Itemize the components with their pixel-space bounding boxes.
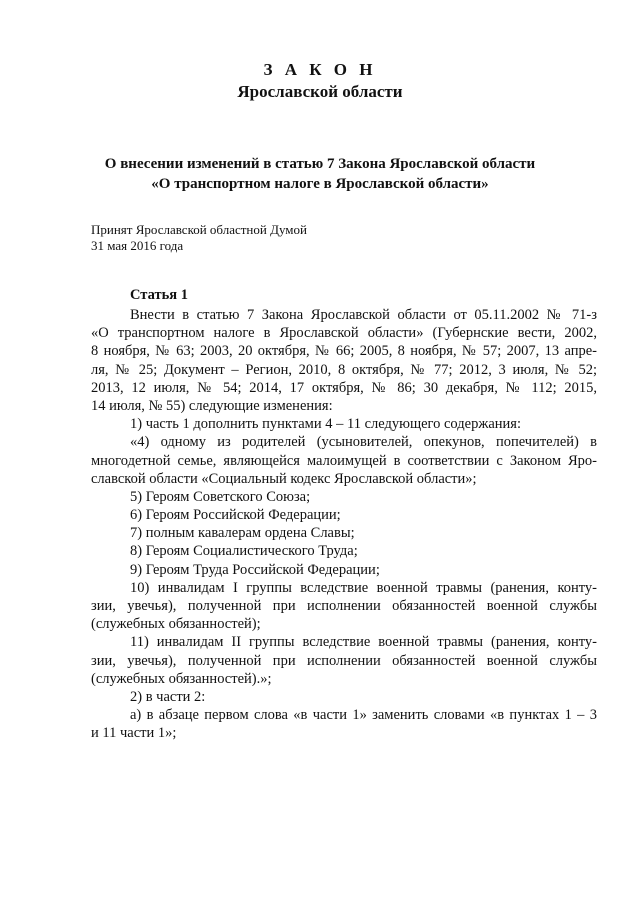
adoption-date: 31 мая 2016 года: [91, 238, 184, 253]
text-line: 7) полным кавалерам ордена Славы;: [130, 525, 355, 542]
subtitle-line-1: О внесении изменений в статью 7 Закона Ярославской области: [104, 156, 536, 172]
text-line: «4) одному из родителей (усыновителей, опекунов, попечителей) в: [130, 434, 597, 451]
text-line: 8) Героям Социалистического Труда;: [130, 543, 358, 560]
text-line: ля, № 25; Документ – Регион, 2010, 8 октября, № 77; 2012, 3 июля, № 52;: [91, 361, 597, 378]
text-line: (служебных обязанностей).»;: [91, 670, 272, 687]
adoption-body: Принят Ярославской областной Думой: [91, 222, 307, 237]
article-body: [91, 306, 597, 743]
adoption-info: [91, 222, 307, 254]
text-line: (служебных обязанностей);: [91, 616, 261, 633]
text-line: и 11 части 1»;: [91, 725, 177, 742]
text-line: 11) инвалидам II группы вследствие военной травмы (ранения, конту-: [130, 634, 597, 651]
text-line: 2) в части 2:: [130, 688, 206, 705]
law-region: Ярославской области: [237, 82, 403, 101]
text-line: 9) Героям Труда Российской Федерации;: [130, 561, 380, 578]
text-line: зии, увечья), полученной при исполнении обязанностей военной службы: [91, 652, 597, 669]
text-line: Внести в статью 7 Закона Ярославской области от 05.11.2002 № 71-з: [130, 307, 597, 323]
article-heading: Статья 1: [130, 287, 188, 303]
text-line: 6) Героям Российской Федерации;: [130, 507, 341, 524]
text-line: 2013, 12 июля, № 54; 2014, 17 октября, № 86; 30 декабря, № 112; 2015,: [91, 379, 597, 396]
text-line: 8 ноября, № 63; 2003, 20 октября, № 66; 2005, 8 ноября, № 57; 2007, 13 апре-: [91, 343, 597, 360]
text-line: а) в абзаце первом слова «в части 1» заменить словами «в пунктах 1 – 3: [130, 707, 597, 724]
text-line: славской области «Социальный кодекс Ярославской области»;: [91, 470, 477, 487]
text-line: 10) инвалидам I группы вследствие военной травмы (ранения, конту-: [130, 579, 597, 596]
text-line: многодетной семье, являющейся малоимущей в соответствии с Законом Яро-: [91, 452, 597, 469]
text-line: «О транспортном налоге в Ярославской области» (Губернские вести, 2002,: [91, 325, 597, 342]
subtitle-line-2: «О транспортном налоге в Ярославской области»: [151, 176, 489, 192]
law-title: З А К О Н: [263, 60, 377, 79]
text-line: 14 июля, № 55) следующие изменения:: [91, 397, 333, 414]
text-line: 1) часть 1 дополнить пунктами 4 – 11 следующего содержания:: [130, 416, 522, 433]
text-line: зии, увечья), полученной при исполнении обязанностей военной службы: [91, 598, 597, 614]
text-line: 5) Героям Советского Союза;: [130, 488, 311, 505]
law-subtitle: [0, 154, 640, 194]
